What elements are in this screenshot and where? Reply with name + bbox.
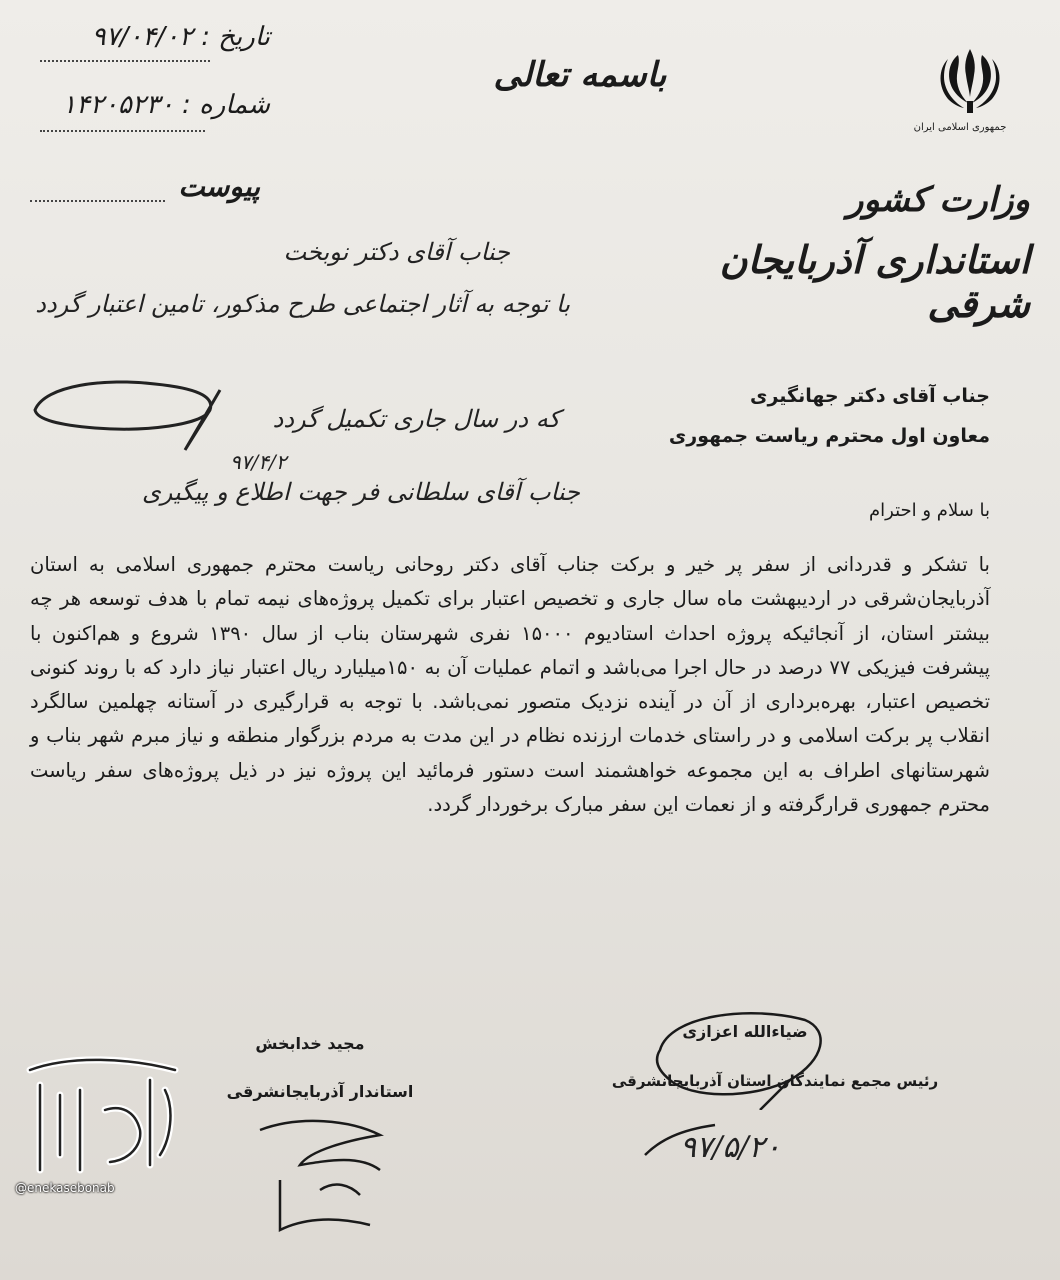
watermark-handle: @enekasebonab	[15, 1181, 115, 1195]
signature-right-loop	[640, 1000, 840, 1110]
date-value: ۹۷/۰۴/۰۲	[91, 22, 193, 52]
handwritten-signature-loop	[25, 370, 240, 460]
number-label: شماره :	[182, 90, 270, 120]
handwritten-note-2: با توجه به آثار اجتماعی طرح مذکور، تامین اعتبار گردد	[35, 290, 570, 318]
date-field	[40, 22, 270, 52]
ministry-title: وزارت کشور	[846, 180, 1030, 220]
date-label: تاریخ :	[201, 22, 270, 52]
watermark-logo	[10, 1050, 185, 1180]
addressee-name: جناب آقای دکتر جهانگیری	[750, 385, 990, 407]
greeting: با سلام و احترام	[869, 500, 990, 521]
attachment-dotted-line	[30, 200, 165, 202]
signatory-right-name: ضیاءالله اعزازی	[682, 1022, 808, 1041]
handwritten-note-1: جناب آقای دکتر نوبخت	[283, 238, 510, 266]
signatory-left-title: استاندار آذربایجانشرقی	[226, 1082, 414, 1101]
signature-right-stroke	[640, 1120, 720, 1160]
signatory-left-name: مجید خدابخش	[255, 1034, 365, 1053]
date-dotted-line	[40, 60, 210, 62]
addressee-title: معاون اول محترم ریاست جمهوری	[668, 425, 990, 447]
handwritten-note-3: که در سال جاری تکمیل گردد	[272, 405, 560, 433]
signatory-right-handwritten-date: ۹۷/۵/۲۰	[680, 1130, 781, 1165]
province-office-title: استانداری آذربایجان شرقی	[719, 238, 1030, 326]
basmala: باسمه تعالی	[493, 55, 667, 95]
number-value: ۱۴۲۰۵۲۳۰	[62, 90, 174, 120]
handwritten-note-5: جناب آقای سلطانی فر جهت اطلاع و پیگیری	[142, 478, 580, 506]
number-field	[40, 90, 270, 120]
attachment-label: پیوست	[178, 170, 260, 203]
handwritten-date: ۹۷/۴/۲	[230, 450, 287, 474]
iran-emblem-icon	[930, 45, 1010, 115]
emblem-caption: جمهوری اسلامی ایران	[913, 122, 1007, 133]
number-dotted-line	[40, 130, 205, 132]
signatory-right-title: رئیس مجمع نمایندگان استان آذربایجانشرقی	[611, 1072, 939, 1090]
signature-left	[240, 1110, 410, 1240]
letter-body: با تشکر و قدردانی از سفر پر خیر و برکت جناب آقای دکتر روحانی ریاست محترم جمهوری اسلامی به استان آذربایجان‌شرقی در اردیبهشت ماه سال جاری و تخصیص اعتبار برای تکمیل پروژه‌های نیمه تمام با هدف توسعه هر چه بیشتر استان، از آنجائیکه پروژه احداث استادیوم ۱۵۰۰۰ نفری شهرستان بناب از سال ۱۳۹۰ شروع و هم‌اکنون با پیشرفت فیزیکی ۷۷ درصد در حال اجرا می‌باشد و اتمام عملیات آن به ۱۵۰میلیارد ریال اعتبار نیاز دارد که با روند کنونی تخصیص اعتبار، بهره‌برداری از آن در آینده نزدیک متصور نمی‌باشد. با توجه به قرارگیری در آستانه چهلمین سالگرد انقلاب پر برکت اسلامی و در راستای خدمات ارزنده نظام در این مدت به مردم بزرگوار منطقه و نیاز مبرم شهر بناب و شهرستانهای اطراف به این مجموعه خواهشمند است دستور فرمائید این پروژه نیز در ذیل پروژه‌های سفر ریاست محترم جمهوری قرارگرفته و از نعمات این سفر مبارک برخوردار گردد.	[30, 553, 991, 817]
